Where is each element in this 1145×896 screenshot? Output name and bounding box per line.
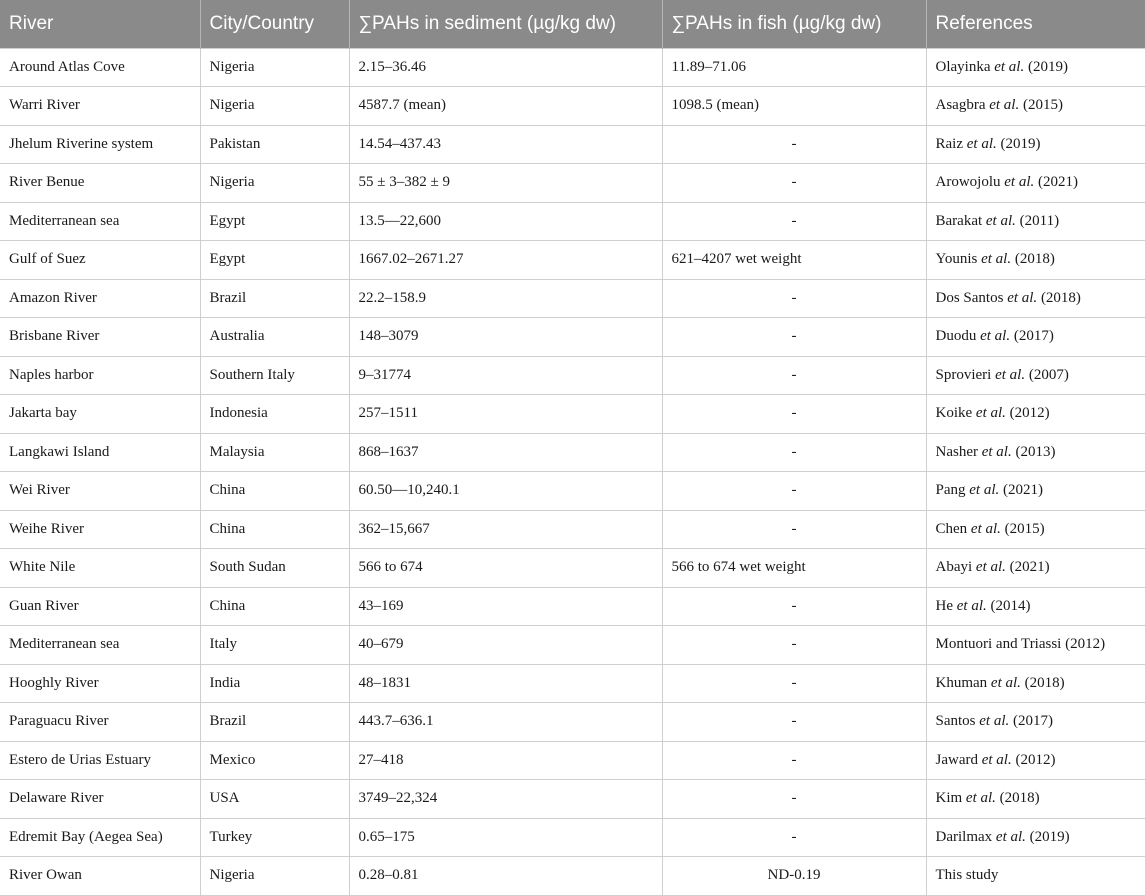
cell-sediment: 55 ± 3–382 ± 9 [349,164,662,203]
cell-fish: - [662,164,926,203]
reference-author: Younis [935,251,978,268]
table-row [0,857,1145,896]
reference-year: (2018) [1014,251,1055,268]
cell-reference [926,626,1145,665]
cell-sediment: 0.65–175 [349,818,662,857]
table-row [0,780,1145,819]
cell-country: Australia [200,318,349,357]
cell-sediment: 0.28–0.81 [349,857,662,896]
reference-year: (2021) [1038,174,1078,191]
reference-et-al: et al. [965,790,996,807]
cell-reference [926,356,1145,395]
reference-author: Raiz [935,135,963,152]
cell-river: Delaware River [0,780,200,819]
table-row [0,87,1145,126]
cell-river: Weihe River [0,510,200,549]
header-city-country: City/Country [200,0,349,48]
cell-fish: - [662,741,926,780]
reference-author: Chen [935,520,968,537]
reference-author: Duodu [935,328,977,345]
reference-et-al: et al. [979,713,1010,730]
cell-reference [926,549,1145,588]
cell-reference [926,433,1145,472]
cell-fish: - [662,472,926,511]
table-row [0,395,1145,434]
cell-reference [926,664,1145,703]
cell-sediment: 43–169 [349,587,662,626]
cell-country: Malaysia [200,433,349,472]
table-row [0,356,1145,395]
table-row [0,48,1145,87]
reference-author: Santos [935,713,976,730]
cell-sediment: 27–418 [349,741,662,780]
cell-fish: - [662,818,926,857]
table-row [0,318,1145,357]
table-row [0,703,1145,742]
cell-fish: ND-0.19 [662,857,926,896]
cell-country: Nigeria [200,857,349,896]
cell-country: Brazil [200,703,349,742]
header-river: River [0,0,200,48]
reference-year: (2014) [990,597,1031,614]
reference-year: (2018) [1040,289,1081,306]
reference-author: Dos Santos [935,289,1004,306]
reference-et-al: et al. [969,482,1000,499]
reference-year: (2019) [1027,58,1068,75]
table-header-row [0,0,1145,48]
table-row [0,279,1145,318]
cell-reference [926,780,1145,819]
cell-river: Gulf of Suez [0,241,200,280]
cell-sediment: 9–31774 [349,356,662,395]
cell-river: Around Atlas Cove [0,48,200,87]
cell-reference [926,703,1145,742]
reference-et-al: et al. [975,559,1006,576]
reference-year: (2021) [1009,559,1050,576]
table-row [0,626,1145,665]
reference-author: Koike [935,405,973,422]
cell-fish: - [662,587,926,626]
cell-river: River Owan [0,857,200,896]
cell-river: Mediterranean sea [0,626,200,665]
table-row [0,202,1145,241]
cell-reference [926,87,1145,126]
cell-country: Mexico [200,741,349,780]
reference-year: (2018) [1024,674,1065,691]
cell-fish: - [662,395,926,434]
cell-sediment: 60.50—10,240.1 [349,472,662,511]
cell-country: Egypt [200,241,349,280]
cell-sediment: 868–1637 [349,433,662,472]
reference-author: Nasher [935,443,978,460]
cell-fish: - [662,664,926,703]
cell-country: Southern Italy [200,356,349,395]
cell-reference [926,48,1145,87]
table-row [0,664,1145,703]
cell-sediment: 22.2–158.9 [349,279,662,318]
reference-et-al: et al. [975,405,1006,422]
cell-country: Nigeria [200,87,349,126]
reference-author: He [935,597,953,614]
reference-et-al: et al. [995,366,1026,383]
cell-fish: - [662,780,926,819]
reference-et-al: et al. [981,251,1012,268]
cell-country: Nigeria [200,164,349,203]
reference-year: (2015) [1022,97,1063,114]
reference-et-al: et al. [970,520,1001,537]
cell-country: South Sudan [200,549,349,588]
reference-author: Khuman [935,674,988,691]
reference-author: Barakat [935,212,983,229]
reference-year: (2017) [1013,713,1054,730]
reference-year: (2012) [1009,405,1050,422]
reference-et-al: et al. [1007,289,1038,306]
cell-reference [926,741,1145,780]
table-row [0,587,1145,626]
cell-country: Brazil [200,279,349,318]
reference-year: (2013) [1015,443,1056,460]
cell-river: Brisbane River [0,318,200,357]
reference-et-al: et al. [980,328,1011,345]
cell-country: India [200,664,349,703]
reference-year: (2011) [1019,212,1060,229]
reference-et-al: et al. [989,97,1020,114]
cell-river: Naples harbor [0,356,200,395]
cell-sediment: 1667.02–2671.27 [349,241,662,280]
cell-river: Amazon River [0,279,200,318]
cell-river: Edremit Bay (Aegea Sea) [0,818,200,857]
reference-et-al: et al. [994,58,1025,75]
reference-author: Montuori and Triassi (2012) [935,636,1106,653]
cell-sediment: 40–679 [349,626,662,665]
cell-fish: - [662,125,926,164]
cell-country: Turkey [200,818,349,857]
cell-river: Paraguacu River [0,703,200,742]
reference-et-al: et al. [985,212,1016,229]
reference-year: (2012) [1015,751,1056,768]
cell-country: Italy [200,626,349,665]
cell-river: River Benue [0,164,200,203]
reference-author: Darilmax [935,828,993,845]
table-row [0,510,1145,549]
cell-sediment: 14.54–437.43 [349,125,662,164]
cell-reference [926,818,1145,857]
cell-river: Mediterranean sea [0,202,200,241]
cell-fish: - [662,318,926,357]
reference-author: Olayinka [935,58,991,75]
cell-river: Jakarta bay [0,395,200,434]
cell-country: Nigeria [200,48,349,87]
reference-year: (2007) [1028,366,1069,383]
cell-sediment: 257–1511 [349,395,662,434]
cell-river: Guan River [0,587,200,626]
cell-sediment: 148–3079 [349,318,662,357]
cell-country: Egypt [200,202,349,241]
reference-et-al: et al. [981,751,1012,768]
cell-fish: 11.89–71.06 [662,48,926,87]
cell-reference [926,125,1145,164]
reference-et-al: et al. [990,674,1021,691]
cell-fish: - [662,510,926,549]
cell-reference [926,318,1145,357]
table-row [0,549,1145,588]
reference-et-al: et al. [966,135,997,152]
cell-fish: 566 to 674 wet weight [662,549,926,588]
reference-year: (2015) [1004,520,1045,537]
cell-country: China [200,587,349,626]
cell-river: Warri River [0,87,200,126]
cell-river: White Nile [0,549,200,588]
cell-fish: - [662,433,926,472]
cell-fish: 621–4207 wet weight [662,241,926,280]
table-body [0,48,1145,895]
cell-fish: - [662,202,926,241]
cell-sediment: 13.5—22,600 [349,202,662,241]
cell-reference [926,587,1145,626]
reference-author: Abayi [935,559,973,576]
reference-year: (2019) [1000,135,1041,152]
header-pahs-fish: ∑PAHs in fish (µg/kg dw) [662,0,926,48]
cell-sediment: 443.7–636.1 [349,703,662,742]
reference-author: Jaward [935,751,978,768]
cell-reference [926,472,1145,511]
reference-et-al: et al. [1004,174,1035,191]
cell-reference [926,395,1145,434]
table-row [0,241,1145,280]
cell-reference [926,241,1145,280]
cell-sediment: 362–15,667 [349,510,662,549]
reference-author: This study [935,867,999,884]
cell-fish: - [662,279,926,318]
cell-sediment: 2.15–36.46 [349,48,662,87]
header-pahs-sediment: ∑PAHs in sediment (µg/kg dw) [349,0,662,48]
cell-river: Wei River [0,472,200,511]
reference-et-al: et al. [995,828,1026,845]
reference-author: Asagbra [935,97,986,114]
reference-year: (2018) [999,790,1040,807]
reference-author: Sprovieri [935,366,992,383]
table-row [0,433,1145,472]
cell-country: China [200,472,349,511]
cell-reference [926,164,1145,203]
cell-country: USA [200,780,349,819]
header-references: References [926,0,1145,48]
reference-year: (2021) [1003,482,1043,499]
cell-reference [926,857,1145,896]
cell-country: Pakistan [200,125,349,164]
cell-sediment: 3749–22,324 [349,780,662,819]
cell-country: Indonesia [200,395,349,434]
reference-et-al: et al. [956,597,987,614]
cell-river: Langkawi Island [0,433,200,472]
cell-fish: 1098.5 (mean) [662,87,926,126]
cell-reference [926,202,1145,241]
cell-sediment: 48–1831 [349,664,662,703]
cell-reference [926,279,1145,318]
table-row [0,472,1145,511]
cell-fish: - [662,703,926,742]
table-row [0,164,1145,203]
cell-fish: - [662,626,926,665]
cell-sediment: 4587.7 (mean) [349,87,662,126]
cell-river: Hooghly River [0,664,200,703]
cell-river: Estero de Urias Estuary [0,741,200,780]
cell-river: Jhelum Riverine system [0,125,200,164]
reference-et-al: et al. [981,443,1012,460]
reference-author: Kim [935,790,963,807]
table-row [0,741,1145,780]
reference-author: Pang [935,482,966,499]
reference-author: Arowojolu [935,174,1001,191]
cell-country: China [200,510,349,549]
table-row [0,125,1145,164]
reference-year: (2017) [1013,328,1054,345]
cell-sediment: 566 to 674 [349,549,662,588]
reference-year: (2019) [1029,828,1070,845]
table-row [0,818,1145,857]
cell-fish: - [662,356,926,395]
cell-reference [926,510,1145,549]
